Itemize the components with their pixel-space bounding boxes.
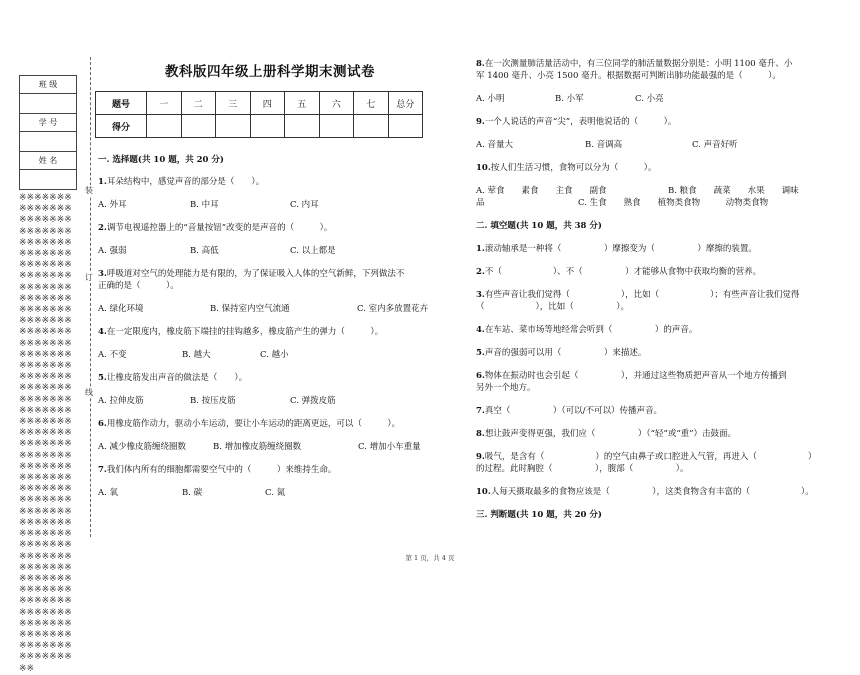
option-a[interactable]: A. 强弱: [98, 246, 127, 256]
decorative-pattern: ※※※※※※※※※※※※※※※※※※※※※※※※※※※※※※※※※※※※※※※※※※※※※※※※※※※※※※※※※※※※※※※※※※※※※※※※※※※※※※※※※※※※※※※※※※※※※※※※※※※※※※※※※※※※※※※※※※※※※※※※※※※※※※※※※※※※※※※※※※※※※※※※※※※※※※※※※※※※※※※※※※※※※※※※※※※※※※※※※※※※※※※※※※※※※※※※※※※※※※※※※※※※※※※※※※※※※※※※※※※※※※※※※※※※※※※※※※※※※※※※※※※※※※※※※※※※※※※※※※※※※※※※※※※※※※※※※※※※※※※※※※※※※※※※※※※※※※※※: [19, 193, 72, 674]
option-c[interactable]: C. 越小: [260, 350, 289, 360]
option-b[interactable]: B. 小军: [555, 94, 584, 104]
number-label: 学 号: [20, 114, 77, 132]
option-a-cont: 品: [476, 198, 485, 208]
question-2: 2.调节电视遥控器上的“音量按钮”改变的是声音的（ ）。: [98, 223, 333, 233]
student-info-table: [19, 75, 77, 190]
question-10: 10.按人们生活习惯，食物可以分为（ ）。: [476, 163, 657, 173]
fill-question-4: 4.在车站、菜市场等地经常会听到（ ）的声音。: [476, 325, 698, 335]
option-c[interactable]: C. 弹拨皮筋: [290, 396, 336, 406]
fill-question-3-cont: （ ），比如（ ）。: [476, 302, 630, 312]
score-table: [95, 91, 423, 138]
seal-char-3: 线: [85, 388, 93, 397]
score-header-cell: 题号: [96, 92, 147, 115]
fill-question-6: 6.物体在振动时也会引起（ ），并通过这些物质把声音从一个地方传播到: [476, 371, 787, 381]
fill-question-9-cont: 的过程。此时胸腔（ ），腹部（ ）。: [476, 464, 689, 474]
option-b[interactable]: B. 增加橡皮筋缠绕圈数: [213, 442, 302, 452]
fill-question-8: 8.想让鼓声变得更强，我们应（ ）（“轻”或“重”）击鼓面。: [476, 429, 737, 439]
fill-question-10: 10.人每天摄取最多的食物应该是（ ），这类食物含有丰富的（ ）。: [476, 487, 814, 497]
option-a[interactable]: A. 减少橡皮筋缠绕圈数: [98, 442, 187, 452]
fill-question-7: 7.真空（ ）（可以/不可以）传播声音。: [476, 406, 662, 416]
section-heading-fill: 二. 填空题(共 10 题，共 38 分): [476, 221, 602, 231]
option-b[interactable]: B. 高低: [190, 246, 219, 256]
option-c[interactable]: C. 增加小车重量: [358, 442, 421, 452]
score-cell[interactable]: [319, 115, 354, 138]
fill-question-9: 9.吸气，是含有（ ）的空气由鼻子或口腔进入气管，再进入（ ）: [476, 452, 817, 462]
option-c[interactable]: C. 氮: [265, 488, 286, 498]
name-field[interactable]: [20, 170, 77, 190]
score-header-cell: 三: [216, 92, 251, 115]
option-c[interactable]: C. 内耳: [290, 200, 319, 210]
question-4: 4.在一定限度内，橡皮筋下端挂的挂钩越多，橡皮筋产生的弹力（ ）。: [98, 327, 384, 337]
score-header-cell: 总分: [388, 92, 423, 115]
question-6: 6.用橡皮筋作动力，驱动小车运动，要让小车运动的距离更远，可以（ ）。: [98, 419, 401, 429]
option-b[interactable]: B. 保持室内空气流通: [210, 304, 290, 314]
score-cell[interactable]: [147, 115, 182, 138]
option-c[interactable]: C. 生食 熟食 植物类食物 动物类食物: [578, 198, 769, 208]
fill-question-6-cont: 另外一个地方。: [476, 383, 536, 393]
seal-char-1: 装: [85, 186, 93, 195]
fill-question-2: 2.不（ ）、不（ ）才能够从食物中获取均衡的营养。: [476, 267, 762, 277]
question-3-cont: 正确的是（ ）。: [98, 281, 179, 291]
question-5: 5.让橡皮筋发出声音的做法是（ ）。: [98, 373, 248, 383]
fill-question-1: 1.滚动轴承是一种将（ ）摩擦变为（ ）摩擦的装置。: [476, 244, 757, 254]
fill-question-5: 5.声音的强弱可以用（ ）来描述。: [476, 348, 647, 358]
option-c[interactable]: C. 室内多放置花卉: [357, 304, 429, 314]
question-8: 8.在一次测量肺活量活动中，有三位同学的肺活量数据分别是：小明 1100 毫升、小: [476, 59, 793, 69]
score-header-cell: 一: [147, 92, 182, 115]
option-c[interactable]: C. 小亮: [635, 94, 664, 104]
option-a[interactable]: A. 绿化环境: [98, 304, 144, 314]
option-c[interactable]: C. 以上都是: [290, 246, 336, 256]
option-b[interactable]: B. 音调高: [585, 140, 623, 150]
section-heading-choice: 一. 选择题(共 10 题，共 20 分): [98, 155, 224, 165]
score-header-cell: 二: [181, 92, 216, 115]
question-3: 3.呼吸道对空气的处理能力是有限的，为了保证吸入人体的空气新鲜，下列做法不: [98, 269, 405, 279]
option-b[interactable]: B. 碳: [182, 488, 203, 498]
option-a[interactable]: A. 不变: [98, 350, 127, 360]
option-a[interactable]: A. 拉伸皮筋: [98, 396, 144, 406]
page-footer: 第 1 页，共 4 页: [405, 554, 455, 562]
option-b[interactable]: B. 粮食 蔬菜 水果 调味: [668, 186, 799, 196]
question-7: 7.我们体内所有的细胞都需要空气中的（ ）来维持生命。: [98, 465, 337, 475]
option-a[interactable]: A. 小明: [476, 94, 505, 104]
score-cell[interactable]: [181, 115, 216, 138]
option-a[interactable]: A. 外耳: [98, 200, 127, 210]
question-8-cont: 军 1400 毫升、小亮 1500 毫升。根据数据可判断出肺功能最强的是（ ）。: [476, 71, 781, 81]
score-cell[interactable]: [354, 115, 389, 138]
fill-question-3: 3.有些声音让我们觉得（ ），比如（ ）；有些声音让我们觉得: [476, 290, 800, 300]
score-header-cell: 七: [354, 92, 389, 115]
name-label: 姓 名: [20, 152, 77, 170]
score-cell[interactable]: [216, 115, 251, 138]
option-a[interactable]: A. 音量大: [476, 140, 514, 150]
question-9: 9.一个人说话的声音“尖”，表明他说话的（ ）。: [476, 117, 677, 127]
score-header-cell: 五: [285, 92, 320, 115]
score-row-label: 得分: [96, 115, 147, 138]
question-1: 1.耳朵结构中，感觉声音的部分是（ ）。: [98, 177, 265, 187]
option-b[interactable]: B. 中耳: [190, 200, 219, 210]
score-header-cell: 四: [250, 92, 285, 115]
score-cell[interactable]: [250, 115, 285, 138]
score-header-cell: 六: [319, 92, 354, 115]
option-a[interactable]: A. 荤食 素食 主食 副食: [476, 186, 607, 196]
option-a[interactable]: A. 氧: [98, 488, 119, 498]
page-title: 教科版四年级上册科学期末测试卷: [165, 64, 375, 80]
class-label: 班 级: [20, 76, 77, 94]
number-field[interactable]: [20, 132, 77, 152]
seal-char-2: 订: [85, 273, 93, 282]
option-c[interactable]: C. 声音好听: [692, 140, 738, 150]
binding-line: [90, 57, 91, 537]
class-field[interactable]: [20, 94, 77, 114]
option-b[interactable]: B. 按压皮筋: [190, 396, 236, 406]
score-cell[interactable]: [285, 115, 320, 138]
option-b[interactable]: B. 越大: [182, 350, 211, 360]
section-heading-judge: 三. 判断题(共 10 题，共 20 分): [476, 510, 602, 520]
score-cell[interactable]: [388, 115, 423, 138]
